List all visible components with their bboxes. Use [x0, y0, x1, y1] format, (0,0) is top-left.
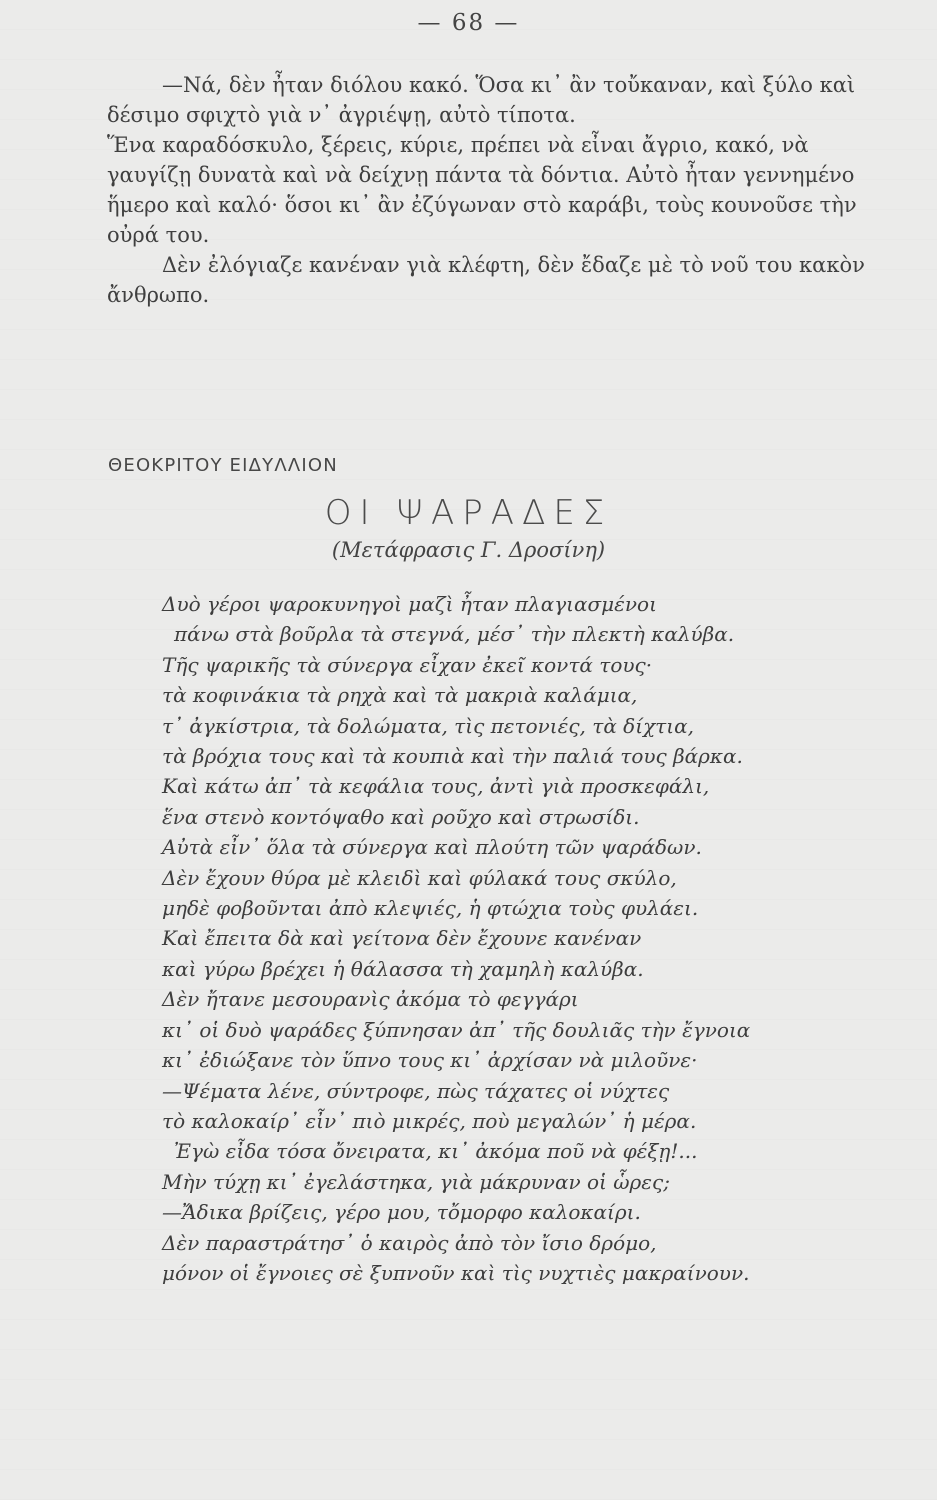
prose-paragraph: Ἕνα καραδόσκυλο, ξέρεις, κύριε, πρέπει νὰ εἶναι ἄγριο, κακό, νὰ γαυγίζῃ δυνατὰ καὶ νὰ δείχνῃ πάντα τὰ δόντια. Αὐτὸ ἦταν γεννημένο ἥμερο καὶ καλό· ὅσοι κι᾽ ἂν ἐζύγωναν στὸ καράβι, τοὺς κουνοῦσε τὴν οὐρά του.: [107, 133, 857, 247]
verse-line: μηδὲ φοβοῦνται ἀπὸ κλεψιές, ἡ φτώχια τοὺς φυλάει.: [162, 896, 699, 921]
verse-line: Αὐτὰ εἶν᾽ ὅλα τὰ σύνεργα καὶ πλούτη τῶν ψαράδων.: [162, 835, 702, 860]
verse-line: τ᾽ ἀγκίστρια, τὰ δολώματα, τὶς πετονιές, τὰ δίχτια,: [162, 713, 694, 738]
verse-line: Δὲν ἤτανε μεσουρανὶς ἀκόμα τὸ φεγγάρι: [162, 987, 579, 1012]
verse-line: Καὶ κάτω ἀπ᾽ τὰ κεφάλια τους, ἀντὶ γιὰ προσκεφάλι,: [162, 774, 710, 799]
verse-line: Ἐγὼ εἶδα τόσα ὄνειρατα, κι᾽ ἀκόμα ποῦ νὰ φέξῃ!...: [174, 1139, 698, 1164]
verse-line: ἕνα στενὸ κοντόψαθο καὶ ροῦχο καὶ στρωσίδι.: [162, 804, 640, 829]
verse-line: Δὲν παραστράτησ᾽ ὁ καιρὸς ἀπὸ τὸν ἴσιο δρόμο,: [162, 1230, 657, 1255]
verse-line: τὰ βρόχια τους καὶ τὰ κουπιὰ καὶ τὴν παλιά τους βάρκα.: [162, 744, 743, 769]
poem-title: ΟΙ ΨΑΡΑΔΕΣ: [324, 493, 613, 533]
poem-body: [162, 589, 882, 1288]
verse-line: μόνον οἱ ἔγνοιες σὲ ξυπνοῦν καὶ τὶς νυχτιὲς μακραίνουν.: [162, 1260, 750, 1285]
translator-credit: (Μετάφρασις Γ. Δροσίνη): [331, 538, 606, 562]
verse-line: τὰ κοφινάκια τὰ ρηχὰ καὶ τὰ μακριὰ καλάμια,: [162, 683, 638, 708]
verse-line: τὸ καλοκαίρ᾽ εἶν᾽ πιὸ μικρές, ποὺ μεγαλών᾽ ἡ μέρα.: [162, 1108, 697, 1133]
prose-paragraph: Δὲν ἐλόγιαζε κανέναν γιὰ κλέφτη, δὲν ἔδαζε μὲ τὸ νοῦ του κακὸν ἄνθρωπο.: [107, 253, 865, 307]
verse-line: πάνω στὰ βοῦρλα τὰ στεγνά, μέσ᾽ τὴν πλεκτὴ καλύβα.: [174, 622, 735, 647]
prose-paragraph: —Νά, δὲν ἦταν διόλου κακό. Ὅσα κι᾽ ἂν τοὔκαναν, καὶ ξύλο καὶ δέσιμο σφιχτὸ γιὰ ν᾽ ἀγριέψῃ, αὐτὸ τίποτα.: [107, 73, 856, 127]
page-number: — 68 —: [417, 10, 520, 36]
verse-line: Μὴν τύχῃ κι᾽ ἐγελάστηκα, γιὰ μάκρυναν οἱ ὧρες;: [162, 1169, 670, 1194]
verse-line: Δυὸ γέροι ψαροκυνηγοὶ μαζὶ ἦταν πλαγιασμένοι: [162, 592, 657, 616]
verse-line: καὶ γύρω βρέχει ἡ θάλασσα τὴ χαμηλὴ καλύβα.: [162, 956, 644, 981]
section-header: ΘΕΟΚΡΙΤΟΥ ΕΙΔΥΛΛΙΟΝ: [108, 455, 338, 476]
verse-line: Δὲν ἔχουν θύρα μὲ κλειδὶ καὶ φύλακά τους σκύλο,: [162, 865, 677, 890]
verse-line: —Ψέματα λένε, σύντροφε, πὼς τάχατες οἱ νύχτες: [162, 1078, 670, 1103]
verse-line: —Ἄδικα βρίζεις, γέρο μου, τὄμορφο καλοκαίρι.: [162, 1200, 641, 1225]
verse-line: Τῆς ψαρικῆς τὰ σύνεργα εἶχαν ἐκεῖ κοντά τους·: [162, 652, 653, 677]
verse-line: Καὶ ἔπειτα δὰ καὶ γείτονα δὲν ἔχουνε κανέναν: [162, 926, 642, 951]
prose-block: [107, 70, 877, 310]
verse-line: κι᾽ ἐδιώξανε τὸν ὕπνο τους κι᾽ ἀρχίσαν νὰ μιλοῦνε·: [162, 1048, 698, 1073]
verse-line: κι᾽ οἱ δυὸ ψαράδες ξύπνησαν ἀπ᾽ τῆς δουλιᾶς τὴν ἔγνοια: [162, 1017, 751, 1042]
